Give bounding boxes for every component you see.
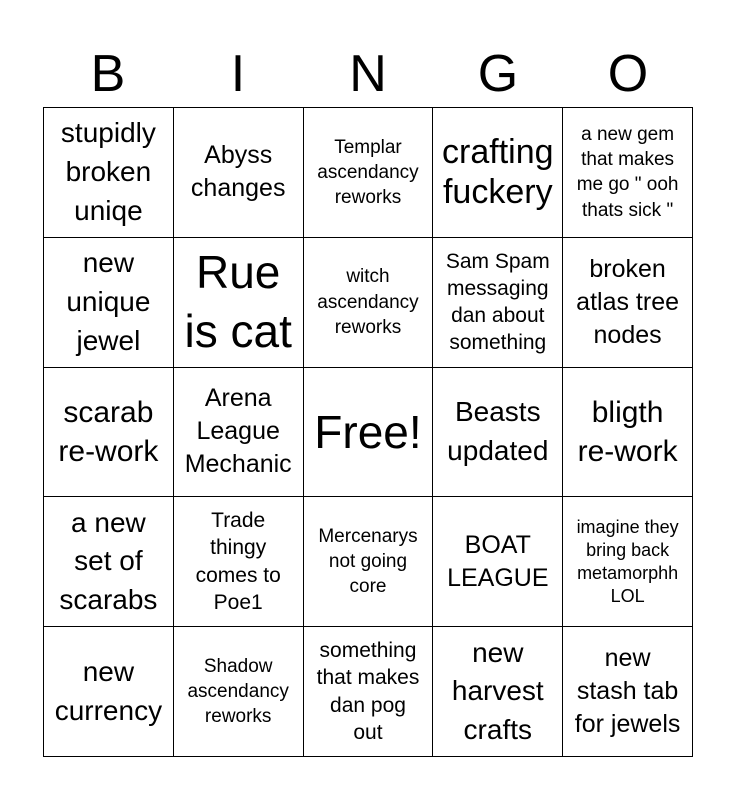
cell-label: Abyss changes <box>190 141 286 203</box>
bingo-cell-r5c5[interactable] <box>563 627 693 757</box>
cell-label: Free! <box>314 405 422 458</box>
title-letter-o: O <box>607 45 649 103</box>
cell-label: new unique jewel <box>66 247 151 356</box>
cell-label: new stash tab for jewels <box>574 644 681 739</box>
bingo-cell-r3c1[interactable] <box>44 368 174 498</box>
cell-label: witch ascendancy reworks <box>317 266 419 338</box>
cell-label: Sam Spam messaging dan about something <box>445 249 550 355</box>
cell-label: stupidly broken uniqe <box>60 117 156 226</box>
bingo-cell-r4c2[interactable] <box>174 497 304 627</box>
bingo-cell-r5c3[interactable] <box>304 627 434 757</box>
bingo-cell-r1c3[interactable] <box>304 108 434 238</box>
cell-label: crafting fuckery <box>442 132 554 212</box>
bingo-cell-r3c4[interactable] <box>433 368 563 498</box>
cell-label: a new set of scarabs <box>59 506 158 616</box>
cell-label: Mercenarys not going core <box>318 525 418 598</box>
cell-label: Templar ascendancy reworks <box>317 136 419 209</box>
title-letter-b: B <box>90 45 126 103</box>
cell-label: Beasts updated <box>447 396 549 466</box>
title-letter-n: N <box>349 45 387 103</box>
cell-label: something that makes dan pog out <box>316 639 420 744</box>
bingo-cell-r1c1[interactable] <box>44 108 174 238</box>
bingo-cell-r2c5[interactable] <box>563 238 693 368</box>
cell-label: Rue is cat <box>184 246 292 358</box>
bingo-cell-r4c1[interactable] <box>44 497 174 627</box>
bingo-cell-r5c2[interactable] <box>174 627 304 757</box>
bingo-cell-r2c2[interactable] <box>174 238 304 368</box>
cell-label: Shadow ascendancy reworks <box>187 655 289 728</box>
bingo-cell-r1c2[interactable] <box>174 108 304 238</box>
cell-label: new harvest crafts <box>451 636 544 745</box>
bingo-cell-r4c4[interactable] <box>433 497 563 627</box>
title-letter-g: G <box>477 45 519 103</box>
bingo-cell-r1c5[interactable] <box>563 108 693 238</box>
cell-label: imagine they bring back metamorphh LOL <box>576 516 679 606</box>
cell-label: BOAT LEAGUE <box>447 530 549 592</box>
bingo-cell-r3c2[interactable] <box>174 368 304 498</box>
bingo-cell-r4c3[interactable] <box>304 497 434 627</box>
bingo-cell-r2c4[interactable] <box>433 238 563 368</box>
cell-label: Arena League Mechanic <box>184 384 292 479</box>
cell-label: new currency <box>54 655 163 726</box>
cell-label: bligth re-work <box>577 395 678 468</box>
bingo-cell-r5c1[interactable] <box>44 627 174 757</box>
bingo-cell-r2c1[interactable] <box>44 238 174 368</box>
bingo-card <box>43 107 693 757</box>
cell-label: scarab re-work <box>58 395 159 468</box>
bingo-cell-r5c4[interactable] <box>433 627 563 757</box>
bingo-cell-r2c3[interactable] <box>304 238 434 368</box>
cell-label: Trade thingy comes to Poe1 <box>195 509 281 615</box>
title-letter-i: I <box>230 45 246 103</box>
bingo-cell-r1c4[interactable] <box>433 108 563 238</box>
bingo-cell-r3c3[interactable] <box>304 368 434 498</box>
cell-label: broken atlas tree nodes <box>576 254 680 349</box>
bingo-cell-r4c5[interactable] <box>563 497 693 627</box>
cell-label: a new gem that makes me go " ooh thats sick " <box>576 123 679 221</box>
bingo-cell-r3c5[interactable] <box>563 368 693 498</box>
bingo-title <box>43 40 693 108</box>
